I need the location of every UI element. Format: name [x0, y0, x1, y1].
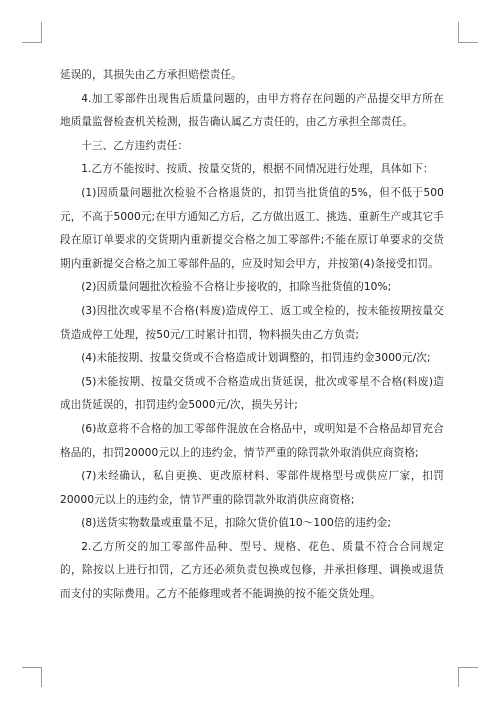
paragraph: 1.乙方不能按时、按质、按量交货的，根据不同情况进行处理，具体如下：: [81, 163, 434, 176]
section-heading: 十三、乙方违约责任：: [81, 139, 189, 152]
crop-mark-bottom-right: [458, 667, 478, 668]
document-body: [60, 64, 444, 607]
paragraph: (6)故意将不合格的加工零部件混放在合格品中，或明知是不合格品却冒充合格品的，扣罚20000元以上的违约金，情节严重的除罚款外取消供应商资格;: [60, 422, 444, 459]
paragraph: 延误的，其损失由乙方承担赔偿责任。: [60, 69, 242, 81]
paragraph: (5)未能按期、按量交货或不合格造成出货延误，批次或零星不合格(料废)造成出货延误的，扣罚违约金5000元/次，损失另计;: [60, 375, 444, 412]
crop-mark-top-left: [22, 42, 42, 43]
paragraph: (2)因质量问题批次检验不合格让步接收的，扣除当批货值的10%;: [81, 281, 392, 294]
crop-mark-bottom-left: [22, 667, 42, 668]
crop-mark-top-right: [458, 42, 478, 43]
crop-mark-bottom-left: [41, 667, 42, 687]
crop-mark-top-left: [41, 22, 42, 42]
paragraph: (8)送货实物数量或重量不足，扣除欠货价值10～100倍的违约金;: [81, 517, 392, 530]
paragraph: (4)未能按期、按量交货或不合格造成计划调整的，扣罚违约金3000元/次;: [81, 352, 431, 365]
paragraph: (3)因批次或零星不合格(料废)造成停工、返工或全检的，按未能按期按量交货造成停工处理，按50元/工时累计扣罚，物料损失由乙方负责;: [60, 304, 444, 341]
crop-mark-bottom-right: [458, 667, 459, 687]
paragraph: 2.乙方所交的加工零部件品种、型号、规格、花色、质量不符合合同规定的，除按以上进行扣罚，乙方还必须负责包换或包修，并承担修理、调换或退货而支付的实际费用。乙方不能修理或者不能调换的按不能交货处理。: [60, 540, 444, 601]
paragraph: (7)未经确认，私自更换、更改原材料、零部件规格型号或供应厂家，扣罚20000元以上的违约金，情节严重的除罚款外取消供应商资格;: [60, 470, 444, 506]
paragraph: 4.加工零部件出现售后质量问题的，由甲方将存在问题的产品提交甲方所在地质量监督检查机关检测，报告确认属乙方责任的，由乙方承担全部责任。: [60, 92, 444, 129]
crop-mark-top-right: [458, 22, 459, 42]
paragraph: (1)因质量问题批次检验不合格退货的，扣罚当批货值的5%，但不低于500元，不高于5000元;在甲方通知乙方后，乙方做出返工、挑选、重新生产或其它手段在原订单要求的交货期内重新提交合格之加工零部件;不能在原订单要求的交货期内重新提交合格之加工零部件品的，应及时知会甲方，并按第(4)条接受扣罚。: [60, 186, 444, 270]
